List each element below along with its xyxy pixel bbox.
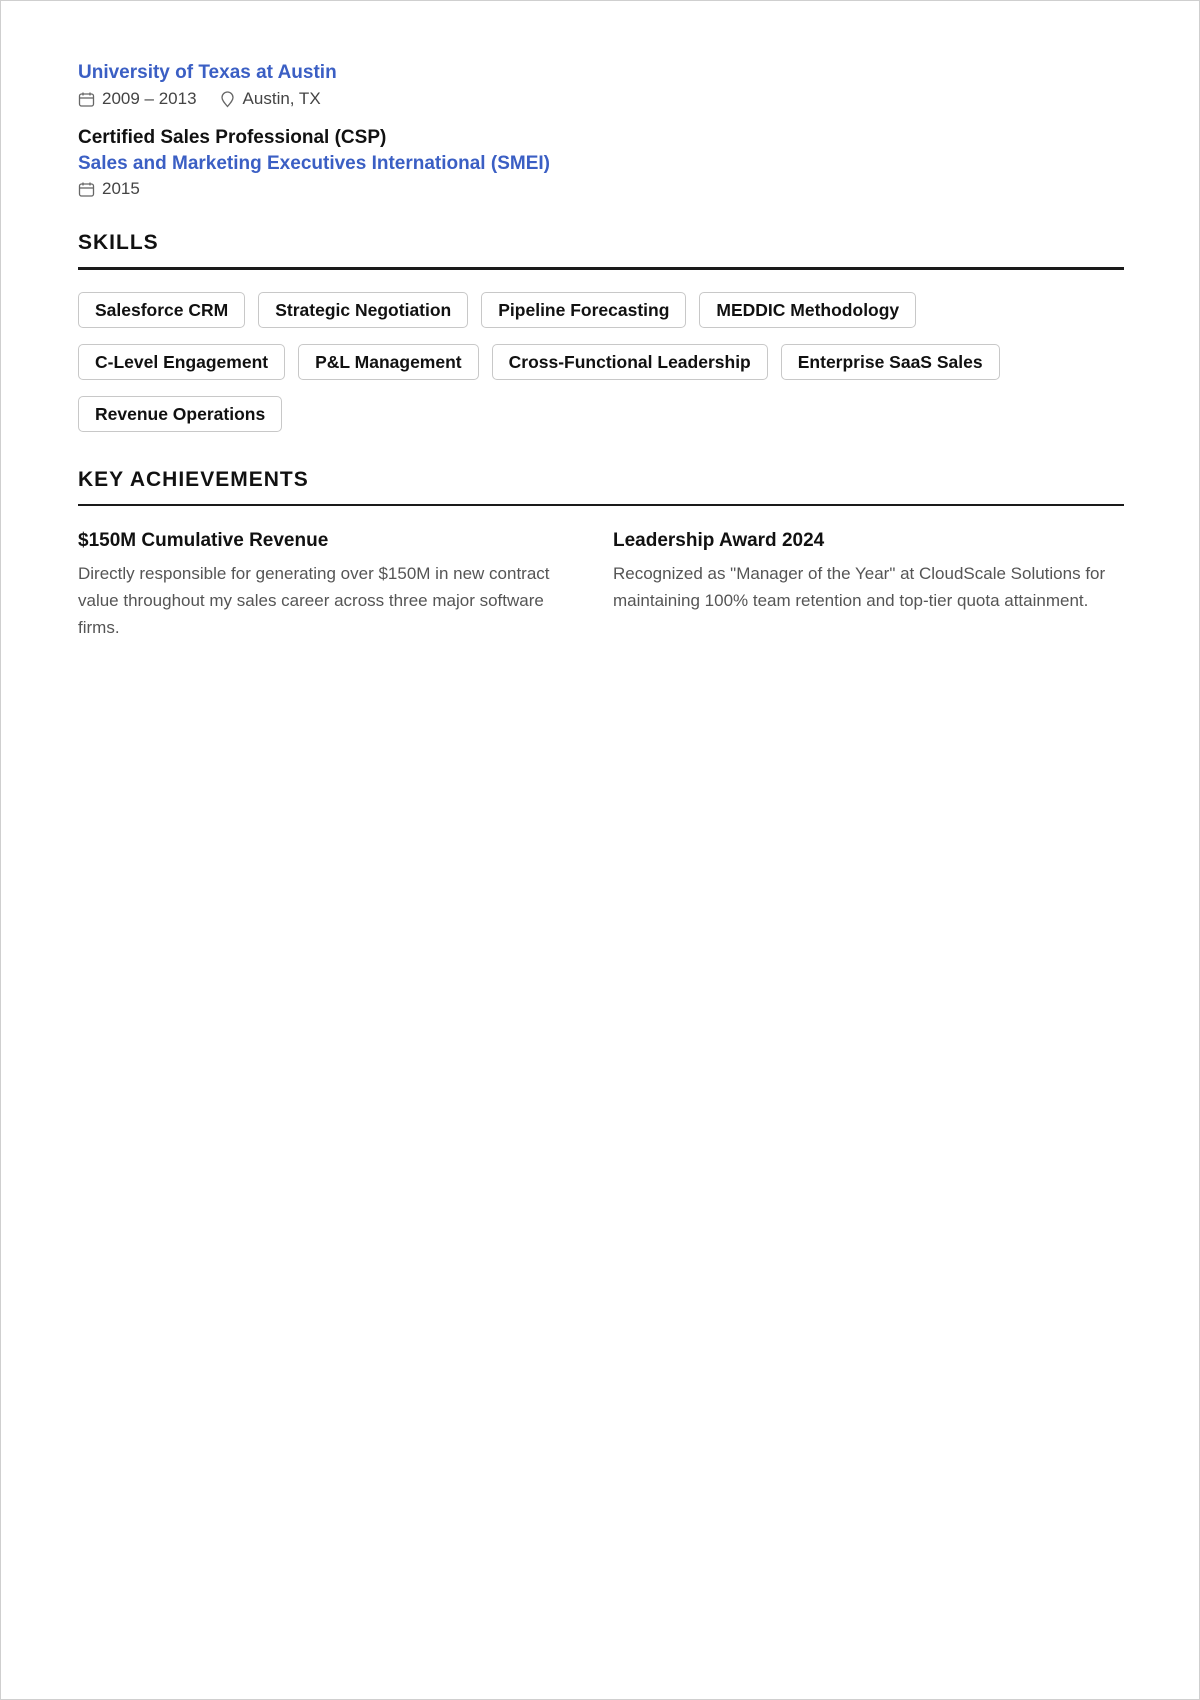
achievement-card	[78, 528, 583, 641]
achievements-divider	[78, 504, 1124, 506]
education-entry	[78, 59, 1124, 111]
skill-chip: Salesforce CRM	[78, 292, 245, 328]
skill-chip: Enterprise SaaS Sales	[781, 344, 1000, 380]
certification-title: Certified Sales Professional (CSP)	[78, 127, 387, 148]
skills-list	[78, 292, 1038, 448]
skill-chip: Revenue Operations	[78, 396, 282, 432]
skills-heading: SKILLS	[78, 231, 159, 254]
skill-chip: P&L Management	[298, 344, 479, 380]
calendar-icon	[78, 91, 95, 108]
achievements-grid	[78, 528, 1124, 641]
skill-chip: MEDDIC Methodology	[699, 292, 916, 328]
achievement-card	[613, 528, 1118, 641]
skills-section	[78, 229, 1124, 448]
achievements-heading: KEY ACHIEVEMENTS	[78, 468, 309, 491]
education-meta	[78, 87, 1124, 111]
achievement-description: Directly responsible for generating over $150M in new contract value throughout my sales career across three major software firms.	[78, 564, 550, 637]
skill-chip: Strategic Negotiation	[258, 292, 468, 328]
certification-meta	[78, 177, 1124, 201]
skill-chip: Cross-Functional Leadership	[492, 344, 768, 380]
resume-content	[78, 59, 1124, 641]
education-location	[219, 87, 321, 111]
education-dates	[78, 87, 197, 111]
skills-divider	[78, 267, 1124, 270]
map-pin-icon	[219, 91, 236, 108]
education-location-text: Austin, TX	[242, 89, 321, 108]
certification-year	[78, 177, 140, 201]
certification-entry	[78, 125, 1124, 201]
skill-chip: C-Level Engagement	[78, 344, 285, 380]
school-name: University of Texas at Austin	[78, 62, 337, 83]
achievement-description: Recognized as "Manager of the Year" at CloudScale Solutions for maintaining 100% team retention and top-tier quota attainment.	[613, 564, 1106, 610]
education-dates-text: 2009 – 2013	[102, 89, 197, 108]
achievements-section	[78, 466, 1124, 641]
certification-organization: Sales and Marketing Executives International (SMEI)	[78, 153, 550, 174]
achievement-title: Leadership Award 2024	[613, 530, 825, 551]
calendar-icon	[78, 181, 95, 198]
skill-chip: Pipeline Forecasting	[481, 292, 686, 328]
achievement-title: $150M Cumulative Revenue	[78, 530, 329, 551]
certification-year-text: 2015	[102, 179, 140, 198]
